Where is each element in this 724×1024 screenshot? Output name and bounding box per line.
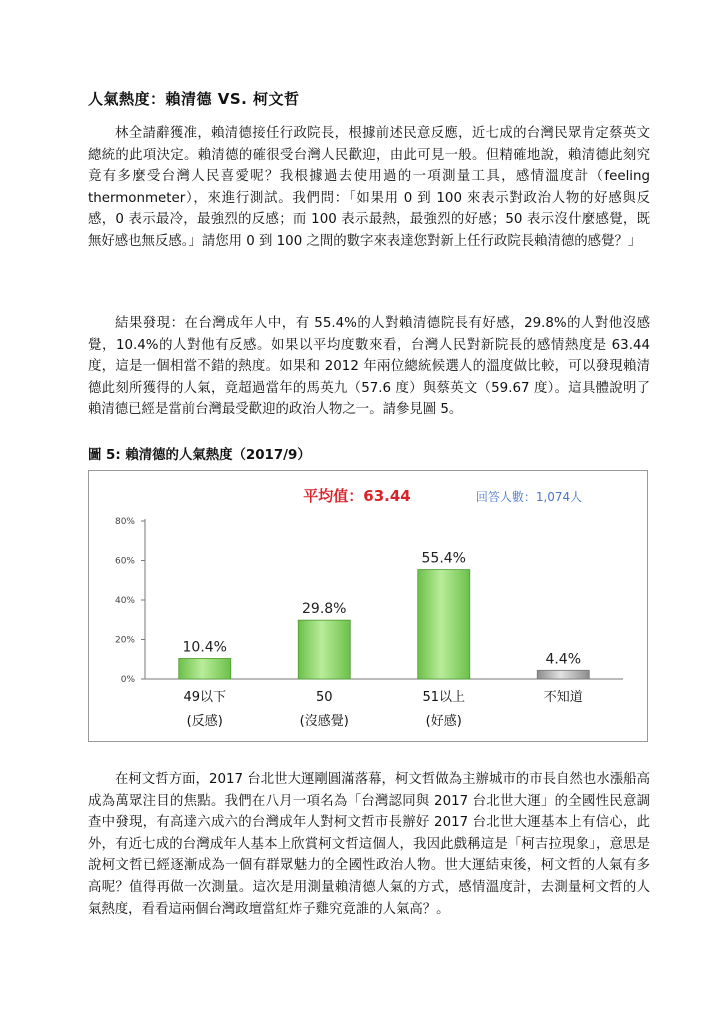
y-tick-label: 80%: [114, 517, 135, 527]
y-tick-label: 40%: [114, 596, 135, 606]
x-category-label: 50: [315, 690, 333, 705]
mean-annotation: 平均值：63.44: [303, 487, 411, 505]
y-tick-label: 60%: [114, 556, 135, 567]
bar-2: [298, 620, 350, 679]
bar-value-label: 10.4%: [182, 639, 227, 656]
bar-value-label: 55.4%: [421, 550, 466, 567]
x-category-sublabel: (好感): [425, 714, 462, 729]
bar-3: [418, 570, 470, 679]
respondent-count-annotation: 回答人數：1,074人: [475, 490, 583, 504]
paragraph-ko-wen-je: 在柯文哲方面，2017 台北世大運剛圓滿落幕，柯文哲做為主辦城市的市長自然也水漲船高成為萬眾注目的焦點。我們在八月一項名為「台灣認同與 2017 台北世大運」的全國性民意調查中發現，有高達六成六的台灣成年人對柯文哲市長辦好 2017 台北世大運基本上有信心，此外，有近七成的台灣成年人基本上欣賞柯文哲這個人，我因此戲稱這是「柯吉拉現象」，意思是說柯文哲已經逐漸成為一個有群眾魅力的全國性政治人物。世大運結束後，柯文哲的人氣有多高呢？值得再做一次測量。這次是用測量賴清德人氣的方式，感情溫度計，去測量柯文哲的人氣熱度，看看這兩個台灣政壇當紅炸子雞究竟誰的人氣高？。: [88, 772, 650, 917]
x-category-label: 49以下: [183, 690, 227, 705]
y-tick-label: 0%: [120, 675, 135, 685]
bar-value-label: 29.8%: [302, 601, 347, 618]
bar-4: [537, 670, 589, 679]
bar-value-label: 4.4%: [545, 651, 582, 668]
x-category-label: 不知道: [543, 690, 583, 705]
y-tick-label: 20%: [114, 635, 135, 646]
x-category-sublabel: (沒感覺): [299, 714, 349, 729]
section-title: 人氣熱度：賴清德 VS. 柯文哲: [88, 90, 300, 108]
paragraph-results: 結果發現：在台灣成年人中，有 55.4%的人對賴清德院長有好感，29.8%的人對他沒感覺，10.4%的人對他有反感。如果以平均度數來看，台灣人民對新院長的感情熱度是 63.44 度，這是一個相當不錯的熱度。如果和 2012 年兩位總統候選人的溫度做比較，可以發現賴清德此刻所獲得的人氣，竟超過當年的馬英九（57.6 度）與蔡英文（59.67 度）。這具體說明了賴清德已經是當前台灣最受歡迎的政治人物之一。請參見圖 5。: [88, 316, 650, 418]
x-category-label: 51以上: [422, 690, 466, 705]
bar-chart: [89, 471, 647, 741]
paragraph-intro: 林全請辭獲准，賴清德接任行政院長，根據前述民意反應，近七成的台灣民眾肯定蔡英文總統的此項決定。賴清德的確很受台灣人民歡迎，由此可見一般。但精確地說，賴清德此刻究竟有多麼受台灣人民喜愛呢？我根據過去使用過的一項測量工具，感情溫度計（feeling thermonmeter），來進行測試。我們問：「如果用 0 到 100 來表示對政治人物的好感與反感，0 表示最冷，最強烈的反感；而 100 表示最熱，最強烈的好感；50 表示沒什麼感覺，既無好感也無反感。」請您用 0 到 100 之間的數字來表達您對新上任行政院長賴清德的感覺？」: [88, 126, 650, 249]
bar-chart-frame: [88, 470, 648, 742]
figure-caption: 圖 5: 賴清德的人氣熱度（2017/9）: [88, 448, 311, 463]
bar-1: [179, 658, 231, 679]
x-category-sublabel: (反感): [186, 714, 223, 729]
